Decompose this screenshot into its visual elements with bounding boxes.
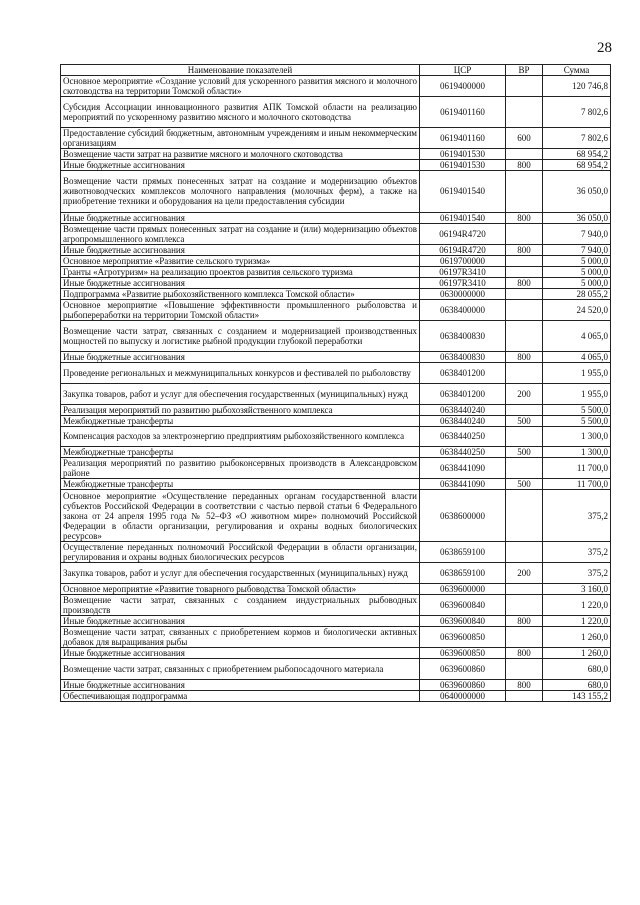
amount-cell: 36 050,0 [543,212,611,223]
vr-cell [506,458,543,479]
table-row [61,223,611,244]
name-cell: Компенсация расходов за электроэнергию предприятиям рыбохозяйственного комплекса [61,426,420,447]
amount-cell: 11 700,0 [543,479,611,490]
table-row [61,659,611,680]
name-cell: Гранты «Агротуризм» на реализацию проектов развития сельского туризма [61,266,420,277]
name-cell: Основное мероприятие «Создание условий для ускоренного развития мясного и молочного скотоводства на территории Томской области» [61,76,420,97]
code-cell: 0638441090 [420,479,506,490]
code-cell: 0639600850 [420,627,506,648]
code-cell: 0639600850 [420,648,506,659]
amount-cell: 120 746,8 [543,76,611,97]
code-cell: 0638440240 [420,415,506,426]
name-cell: Реализация мероприятий по развитию рыбохозяйственного комплекса [61,404,420,415]
code-cell: 0638659100 [420,563,506,584]
name-cell: Осуществление переданных полномочий Российской Федерации в области организации, регулирования и охраны водных биологических ресурсов [61,542,420,563]
table-row [61,458,611,479]
amount-cell: 28 055,2 [543,288,611,299]
code-cell: 0619401540 [420,212,506,223]
name-cell: Обеспечивающая подпрограмма [61,690,420,701]
vr-cell: 200 [506,563,543,584]
code-cell: 0639600000 [420,584,506,595]
name-cell: Иные бюджетные ассигнования [61,351,420,362]
table-row [61,76,611,97]
amount-cell: 1 220,0 [543,595,611,616]
vr-cell [506,659,543,680]
vr-cell [506,690,543,701]
header-vr: ВР [506,65,543,76]
vr-cell [506,362,543,383]
table-row [61,383,611,404]
amount-cell: 143 155,2 [543,690,611,701]
amount-cell: 7 940,0 [543,244,611,255]
vr-cell: 800 [506,351,543,362]
vr-cell: 800 [506,679,543,690]
amount-cell: 1 260,0 [543,627,611,648]
amount-cell: 1 220,0 [543,616,611,627]
vr-cell [506,595,543,616]
vr-cell [506,542,543,563]
table-row [61,149,611,160]
amount-cell: 1 260,0 [543,648,611,659]
table-row [61,362,611,383]
amount-cell: 1 955,0 [543,383,611,404]
header-amount: Сумма [543,65,611,76]
code-cell: 0639600860 [420,679,506,690]
table-row [61,415,611,426]
amount-cell: 5 000,0 [543,277,611,288]
table-row [61,212,611,223]
amount-cell: 5 000,0 [543,266,611,277]
name-cell: Возмещение части затрат, связанных с созданием и модернизацией производственных мощностей по выпуску и логистике рыбной продукции глубокой переработки [61,320,420,351]
name-cell: Закупка товаров, работ и услуг для обеспечения государственных (муниципальных) нужд [61,383,420,404]
vr-cell: 800 [506,616,543,627]
name-cell: Возмещение части прямых понесенных затрат на создание и (или) модернизацию объектов агропромышленного комплекса [61,223,420,244]
vr-cell: 800 [506,212,543,223]
table-row [61,351,611,362]
code-cell: 0638401200 [420,362,506,383]
table-row [61,404,611,415]
header-row [61,65,611,76]
table-row [61,160,611,171]
code-cell: 06197R3410 [420,277,506,288]
amount-cell: 3 160,0 [543,584,611,595]
code-cell: 0639600840 [420,616,506,627]
table-row [61,616,611,627]
vr-cell: 500 [506,447,543,458]
amount-cell: 11 700,0 [543,458,611,479]
code-cell: 0619401530 [420,160,506,171]
name-cell: Подпрограмма «Развитие рыбохозяйственного комплекса Томской области» [61,288,420,299]
amount-cell: 375,2 [543,490,611,542]
table-row [61,627,611,648]
vr-cell: 500 [506,479,543,490]
table-row [61,97,611,128]
vr-cell [506,266,543,277]
table-row [61,584,611,595]
amount-cell: 1 300,0 [543,426,611,447]
code-cell: 0619700000 [420,255,506,266]
vr-cell [506,149,543,160]
name-cell: Реализация мероприятий по развитию рыбоконсервных производств в Александровском районе [61,458,420,479]
name-cell: Проведение региональных и межмуниципальных конкурсов и фестивалей по рыболовству [61,362,420,383]
amount-cell: 680,0 [543,659,611,680]
amount-cell: 4 065,0 [543,320,611,351]
table-row [61,595,611,616]
table-row [61,255,611,266]
amount-cell: 7 940,0 [543,223,611,244]
code-cell: 06194R4720 [420,244,506,255]
vr-cell: 600 [506,128,543,149]
name-cell: Основное мероприятие «Развитие товарного рыбоводства Томской области» [61,584,420,595]
code-cell: 0638400830 [420,351,506,362]
vr-cell [506,255,543,266]
name-cell: Основное мероприятие «Развитие сельского туризма» [61,255,420,266]
name-cell: Возмещение части затрат, связанных с приобретением рыбопосадочного материала [61,659,420,680]
table-row [61,299,611,320]
table-body [61,76,611,702]
vr-cell [506,171,543,213]
amount-cell: 375,2 [543,542,611,563]
vr-cell [506,627,543,648]
code-cell: 0619401530 [420,149,506,160]
amount-cell: 24 520,0 [543,299,611,320]
amount-cell: 68 954,2 [543,149,611,160]
name-cell: Иные бюджетные ассигнования [61,160,420,171]
table-row [61,479,611,490]
name-cell: Межбюджетные трансферты [61,479,420,490]
table-row [61,288,611,299]
name-cell: Основное мероприятие «Повышение эффективности промышленного рыболовства и рыбопереработки на территории Томской области» [61,299,420,320]
vr-cell: 500 [506,415,543,426]
name-cell: Возмещение части прямых понесенных затрат на создание и модернизацию объектов животноводческих комплексов молочного направления (молочных ферм), а также на приобретение техники и оборудования на цели предоставления субсидии [61,171,420,213]
table-row [61,447,611,458]
amount-cell: 1 955,0 [543,362,611,383]
vr-cell [506,490,543,542]
budget-table [60,64,611,702]
name-cell: Закупка товаров, работ и услуг для обеспечения государственных (муниципальных) нужд [61,563,420,584]
name-cell: Возмещение части затрат на развитие мясного и молочного скотоводства [61,149,420,160]
table-row [61,244,611,255]
code-cell: 0638400000 [420,299,506,320]
table-row [61,542,611,563]
vr-cell [506,404,543,415]
table-row [61,490,611,542]
table-row [61,320,611,351]
vr-cell [506,426,543,447]
code-cell: 06197R3410 [420,266,506,277]
vr-cell [506,223,543,244]
table-row [61,277,611,288]
code-cell: 0630000000 [420,288,506,299]
code-cell: 0638440240 [420,404,506,415]
vr-cell [506,76,543,97]
name-cell: Иные бюджетные ассигнования [61,244,420,255]
table-row [61,171,611,213]
vr-cell [506,584,543,595]
code-cell: 0638659100 [420,542,506,563]
amount-cell: 4 065,0 [543,351,611,362]
code-cell: 0638441090 [420,458,506,479]
name-cell: Иные бюджетные ассигнования [61,212,420,223]
name-cell: Субсидия Ассоциации инновационного развития АПК Томской области на реализацию мероприятий по ускоренному развитию мясного и молочного скотоводства [61,97,420,128]
amount-cell: 36 050,0 [543,171,611,213]
table-row [61,679,611,690]
page-number: 28 [597,40,612,56]
code-cell: 0619401160 [420,97,506,128]
vr-cell [506,320,543,351]
name-cell: Возмещение части затрат, связанных с приобретением кормов и биологически активных добавок для выращивания рыбы [61,627,420,648]
code-cell: 0619400000 [420,76,506,97]
vr-cell: 200 [506,383,543,404]
vr-cell: 800 [506,160,543,171]
table-row [61,266,611,277]
code-cell: 0638440250 [420,426,506,447]
code-cell: 0638600000 [420,490,506,542]
table-row [61,426,611,447]
name-cell: Предоставление субсидий бюджетным, автономным учреждениям и иным некоммерческим организациям [61,128,420,149]
code-cell: 0639600860 [420,659,506,680]
vr-cell: 800 [506,244,543,255]
name-cell: Межбюджетные трансферты [61,415,420,426]
amount-cell: 68 954,2 [543,160,611,171]
table-row [61,563,611,584]
vr-cell: 800 [506,277,543,288]
code-cell: 0619401540 [420,171,506,213]
code-cell: 0638400830 [420,320,506,351]
vr-cell: 800 [506,648,543,659]
amount-cell: 375,2 [543,563,611,584]
vr-cell [506,299,543,320]
name-cell: Возмещение части затрат, связанных с созданием индустриальных рыбоводных производств [61,595,420,616]
table-row [61,690,611,701]
amount-cell: 5 000,0 [543,255,611,266]
table-row [61,648,611,659]
vr-cell [506,288,543,299]
code-cell: 0638401200 [420,383,506,404]
name-cell: Основное мероприятие «Осуществление переданных органам государственной власти субъектов Российской Федерации в соответствии с частью первой статьи 6 Федерального закона от 24 апреля 1995 года № 52–ФЗ «О животном мире» полномочий Российской Федерации в области организации, регулирования и охраны водных биологических ресурсов» [61,490,420,542]
name-cell: Иные бюджетные ассигнования [61,679,420,690]
table-header [61,65,611,76]
amount-cell: 680,0 [543,679,611,690]
code-cell: 0619401160 [420,128,506,149]
name-cell: Межбюджетные трансферты [61,447,420,458]
amount-cell: 7 802,6 [543,97,611,128]
name-cell: Иные бюджетные ассигнования [61,648,420,659]
header-code: ЦСР [420,65,506,76]
code-cell: 06194R4720 [420,223,506,244]
vr-cell [506,97,543,128]
amount-cell: 7 802,6 [543,128,611,149]
amount-cell: 5 500,0 [543,404,611,415]
table-row [61,128,611,149]
name-cell: Иные бюджетные ассигнования [61,616,420,627]
code-cell: 0639600840 [420,595,506,616]
amount-cell: 1 300,0 [543,447,611,458]
header-name: Наименование показателей [61,65,420,76]
code-cell: 0640000000 [420,690,506,701]
amount-cell: 5 500,0 [543,415,611,426]
code-cell: 0638440250 [420,447,506,458]
name-cell: Иные бюджетные ассигнования [61,277,420,288]
